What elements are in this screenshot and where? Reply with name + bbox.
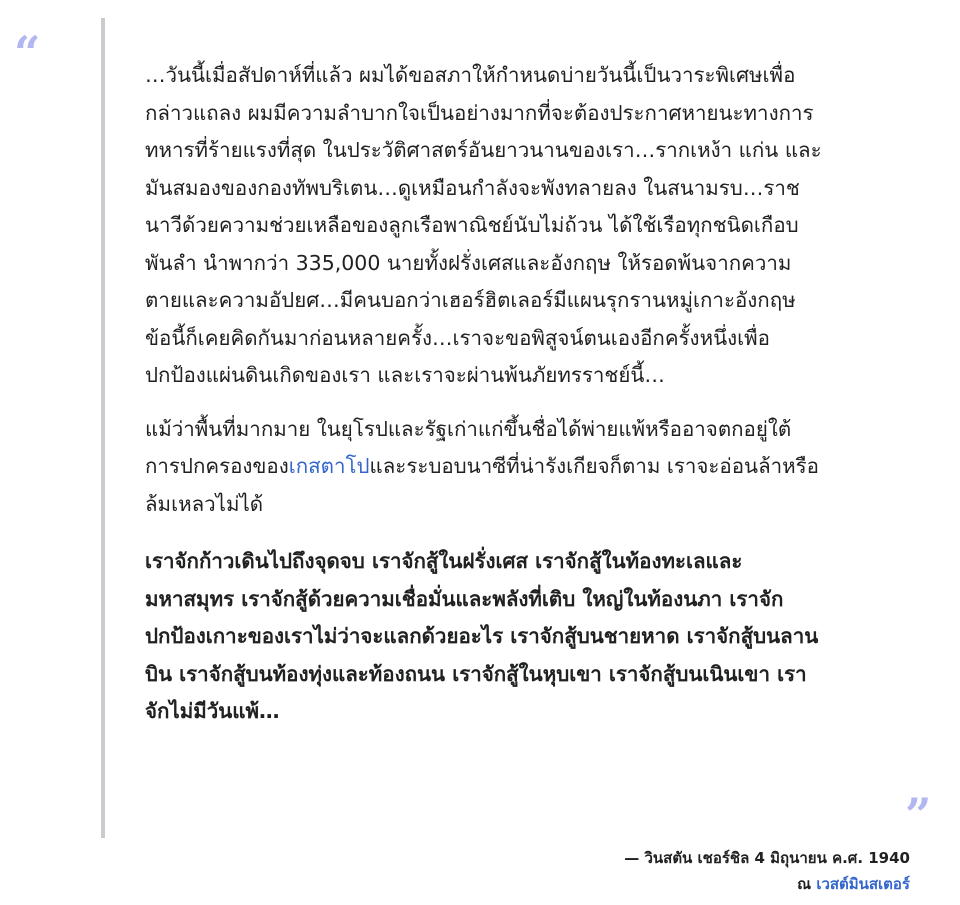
quote-paragraph-1: …วันนี้เมื่อสัปดาห์ที่แล้ว ผมได้ขอสภาให้กำหนดบ่ายวันนี้เป็นวาระพิเศษเพื่อกล่าวแถลง ผมมีความลำบากใจเป็นอย่างมากที่จะต้องประกาศหายนะทางการทหารที่ร้ายแรงที่สุด ในประวัติศาสตร์อันยาวนานของเรา…รากเหง้า แก่น และมันสมองของกองทัพบริเตน…ดูเหมือนกำลังจะพังทลายลง ในสนามรบ…ราชนาวีด้วยความช่วยเหลือของลูกเรือพาณิชย์นับไม่ถ้วน ได้ใช้เรือทุกชนิดเกือบพันลำ นำพากว่า 335,000 นายทั้งฝรั่งเศสและอังกฤษ ให้รอดพ้นจากความตายและความอัปยศ…มีคนบอกว่าเฮอร์ฮิตเลอร์มีแผนรุกรานหมู่เกาะอังกฤษ ข้อนี้ก็เคยคิดกันมาก่อนหลายครั้ง…เราจะขอพิสูจน์ตนเองอีกครั้งหนึ่งเพื่อปกป้องแผ่นดินเกิดของเรา และเราจะผ่านพ้นภัยทรราชย์นี้…: [145, 63, 822, 387]
open-quote-mark: “: [14, 26, 41, 80]
quote-paragraph-2-after: และระบอบนาซีที่น่ารังเกียจก็ตาม เราจะอ่อนล้าหรือล้มเหลวไม่ได้: [145, 454, 819, 516]
attribution-author-date: — วินสตัน เชอร์ชิล 4 มิถุนายน ค.ศ. 1940: [624, 849, 910, 867]
attribution-place-prefix: ณ: [797, 875, 817, 893]
quote-paragraph-3: เราจักก้าวเดินไปถึงจุดจบ เราจักสู้ในฝรั่งเศส เราจักสู้ในท้องทะเลและมหาสมุทร เราจักสู้ด้วยความเชื่อมั่นและพลังที่เติบ ใหญ่ในท้องนภา เราจักปกป้องเกาะของเราไม่ว่าจะแลกด้วยอะไร เราจักสู้บนชายหาด เราจักสู้บนลานบิน เราจักสู้บนท้องทุ่งและท้องถนน เราจักสู้ในหุบเขา เราจักสู้บนเนินเขา เราจักไม่มีวันแพ้…: [145, 549, 819, 723]
quote-paragraph-2-before: แม้ว่าพื้นที่มากมาย ในยุโรปและรัฐเก่าแก่ขึ้นชื่อได้พ่ายแพ้หรืออาจตกอยู่ใต้การปกครองของ: [145, 416, 792, 478]
close-quote-mark: ”: [905, 788, 932, 842]
attribution: [624, 845, 910, 897]
gestapo-link[interactable]: เกสตาโป: [288, 454, 370, 478]
quote-body: [145, 57, 825, 731]
attribution-place: [624, 871, 910, 897]
quote-paragraph-2: [145, 411, 825, 524]
westminster-link[interactable]: เวสต์มินสเตอร์: [816, 875, 910, 893]
quote-left-bar: [101, 18, 105, 838]
